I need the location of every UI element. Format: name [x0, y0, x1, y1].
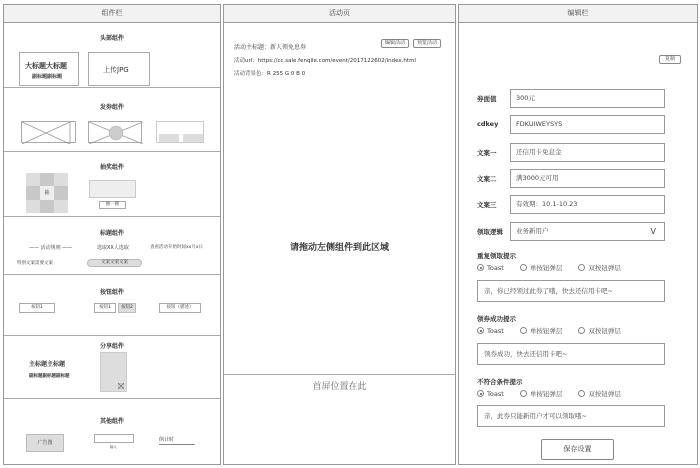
- coupon-circle-component[interactable]: [88, 121, 142, 143]
- share-image-component[interactable]: [100, 352, 127, 392]
- big-title-text: 大标题大标题: [25, 62, 67, 70]
- title-style-rules[interactable]: —— 活动规则 ——: [29, 245, 73, 251]
- title-style-text[interactable]: 特别文案需要文案: [17, 261, 53, 266]
- lottery-center: 抽: [40, 186, 54, 200]
- copy-button[interactable]: 复制: [659, 55, 681, 64]
- lottery-grid-component[interactable]: [26, 173, 68, 213]
- field-label-cdkey: cdkey: [477, 120, 499, 128]
- repeat-claim-title: 重复领取提示: [477, 252, 516, 260]
- close-icon: [118, 383, 124, 389]
- not-eligible-title: 不符合条件提示: [477, 378, 523, 386]
- activity-page-panel: [223, 4, 456, 465]
- upload-jpg-component[interactable]: [88, 52, 150, 86]
- radio-double-button[interactable]: 双按钮弹层: [578, 264, 621, 272]
- coupon-small-component[interactable]: [156, 121, 204, 143]
- radio-double-button[interactable]: 双按钮弹层: [578, 327, 621, 335]
- field-label-face-value: 券面值: [477, 95, 497, 103]
- other-component-section: [4, 400, 220, 466]
- section-title: 按钮组件: [99, 289, 124, 296]
- drop-zone-hint[interactable]: 请拖动左侧组件到此区域: [289, 243, 389, 253]
- radio-double-button[interactable]: 双按钮弹层: [578, 390, 621, 398]
- logic-select-value: 业务新用户: [516, 227, 549, 235]
- claim-success-title: 领券成功提示: [477, 315, 516, 323]
- field-label-copy3: 文案三: [477, 201, 497, 209]
- countdown-component[interactable]: 倒计时: [159, 437, 175, 443]
- component-panel: [3, 4, 221, 465]
- preview-activity-button[interactable]: 预览活动: [413, 39, 441, 48]
- first-screen-hint: 首屏位置在此: [312, 382, 367, 392]
- save-settings-button[interactable]: 保存设置: [541, 439, 614, 460]
- header-component-section: [4, 24, 220, 88]
- title-style-select[interactable]: 选取XX人选取: [97, 245, 129, 251]
- share-main-title[interactable]: 主标题主标题: [29, 361, 66, 368]
- share-component-section: [4, 337, 220, 399]
- ad-image-component[interactable]: 广告图: [26, 434, 64, 452]
- lottery-scratch-component[interactable]: [89, 180, 136, 198]
- title-style-pill[interactable]: 文案文案文案: [87, 259, 142, 267]
- component-panel-header: 组件栏: [4, 5, 220, 23]
- radio-single-button[interactable]: 单按钮弹层: [520, 390, 563, 398]
- claim-success-radios: [477, 326, 621, 335]
- copy1-input[interactable]: 还信用卡免息金: [510, 143, 665, 162]
- logic-select[interactable]: [510, 222, 665, 241]
- section-title: 标题组件: [99, 230, 124, 237]
- section-title: 抽奖组件: [99, 164, 124, 171]
- activity-page-header: 活动页: [224, 5, 455, 23]
- cdkey-input[interactable]: FDKUIWEYSYS: [510, 115, 665, 134]
- section-title: 发券组件: [99, 104, 124, 111]
- field-label-copy1: 文案一: [477, 149, 497, 157]
- radio-single-button[interactable]: 单按钮弹层: [520, 264, 563, 272]
- sub-title-text: 副标题副标题: [32, 74, 63, 80]
- coupon-component-section: [4, 89, 220, 152]
- lottery-component-section: [4, 153, 220, 217]
- radio-toast[interactable]: Toast: [477, 327, 504, 335]
- copy2-input[interactable]: 满3000元可用: [510, 169, 665, 188]
- field-label-copy2: 文案二: [477, 175, 497, 183]
- claim-success-message[interactable]: 领券成功，快去还信用卡吧~: [477, 343, 665, 365]
- button-style-2[interactable]: 按钮1: [94, 303, 116, 313]
- button-component-section: [4, 276, 220, 336]
- chevron-down-icon: V: [650, 227, 656, 236]
- image-placeholder-icon: [22, 122, 77, 144]
- not-eligible-message[interactable]: 亲，此券只能新用户才可以领取哦~: [477, 405, 665, 427]
- button-style-4[interactable]: 按钮（描述）: [159, 303, 201, 313]
- title-component-section: [4, 218, 220, 275]
- activity-main-title: 活动主标题：新人领免息券: [234, 44, 307, 51]
- coupon-image-component[interactable]: [21, 121, 76, 143]
- input-component[interactable]: [94, 434, 134, 443]
- countdown-underline: [159, 444, 195, 445]
- section-title: 其他组件: [99, 418, 124, 425]
- title-component[interactable]: [19, 52, 79, 86]
- image-placeholder-icon: [89, 122, 143, 144]
- face-value-input[interactable]: 300元: [510, 89, 665, 108]
- repeat-claim-radios: [477, 263, 621, 272]
- section-title: 分享组件: [99, 343, 124, 350]
- first-screen-divider: [224, 374, 455, 375]
- share-sub-title[interactable]: 副标题副标题副标题: [29, 374, 70, 379]
- lottery-draw-button[interactable]: 抽一抽: [99, 201, 126, 209]
- section-title: 头部组件: [99, 35, 124, 42]
- activity-bg-color: 活动背景色：R 255 G 0 B 0: [234, 71, 306, 77]
- button-style-1[interactable]: 按钮1: [19, 303, 55, 313]
- input-component-caption: 输入: [110, 445, 117, 449]
- title-style-time[interactable]: 查看活动开始时间xx月x日: [150, 245, 203, 250]
- edit-panel: [458, 4, 698, 465]
- copy3-input[interactable]: 有效期：10.1-10.23: [510, 195, 665, 214]
- edit-activity-button[interactable]: 编辑活动: [381, 39, 409, 48]
- radio-toast[interactable]: Toast: [477, 264, 504, 272]
- edit-panel-header: 编辑栏: [459, 5, 697, 23]
- upload-jpg-label: 上传JPG: [103, 66, 129, 74]
- field-label-logic: 领取逻辑: [477, 228, 503, 236]
- repeat-claim-message[interactable]: 亲，你已经领过此券了哦，快去还信用卡吧~: [477, 280, 665, 302]
- button-style-3[interactable]: 按钮2: [118, 303, 136, 313]
- not-eligible-radios: [477, 389, 621, 398]
- activity-url: 活动url：https://cc.sale.fenqile.com/event/2017122602/index.html: [234, 58, 416, 64]
- radio-single-button[interactable]: 单按钮弹层: [520, 327, 563, 335]
- radio-toast[interactable]: Toast: [477, 390, 504, 398]
